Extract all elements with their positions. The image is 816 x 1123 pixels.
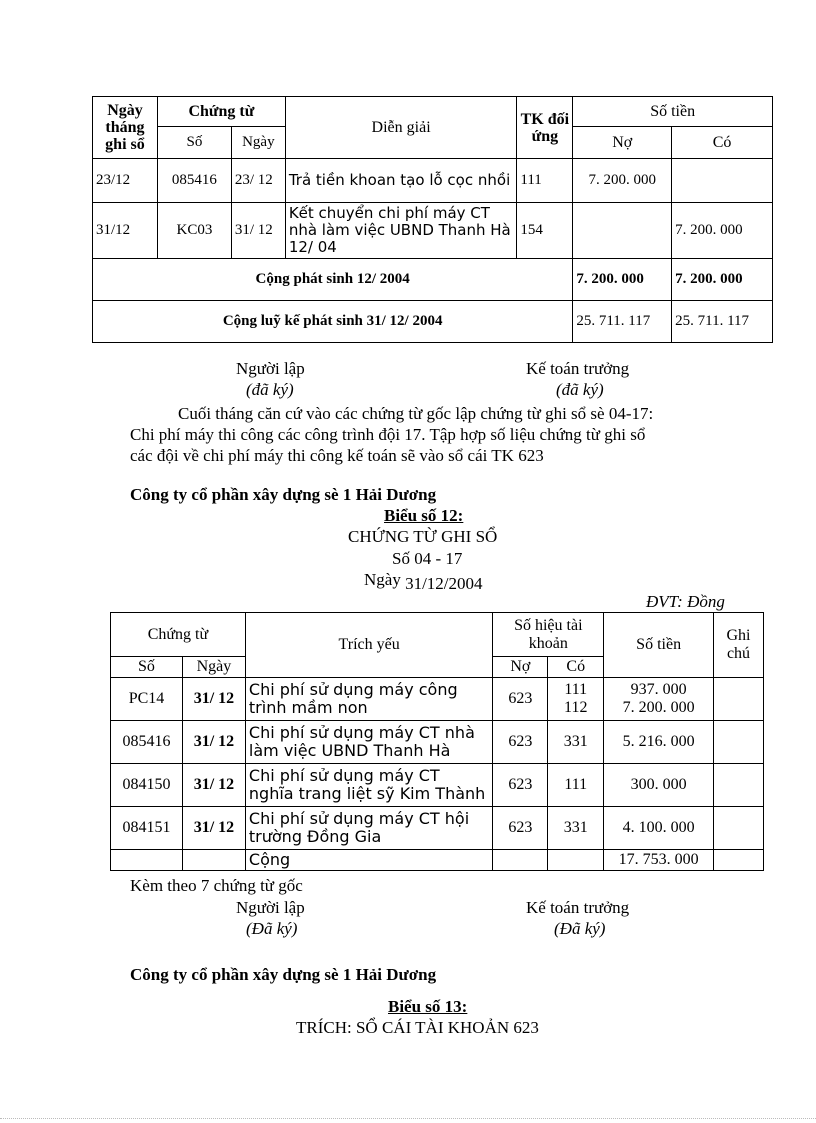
table-row [93,159,773,203]
total2-credit: 25. 711. 117 [672,301,773,343]
cell-note [714,807,764,850]
total-empty [714,850,764,871]
header-date: Ngày [182,657,245,678]
header-credit: Có [548,657,604,678]
cell-credit [672,159,773,203]
cell-no: 084150 [111,764,183,807]
total-row [111,850,764,871]
paragraph-line-1: Cuối tháng căn cứ vào các chứng từ gốc lập chứng từ ghi sổ sè 04-17: [178,404,654,423]
header-date: Ngày tháng ghi sổ [93,97,158,159]
cell-debit: 623 [493,764,548,807]
maker-label: Người lập [236,898,305,917]
cell-credit: 7. 200. 000 [672,203,773,259]
header-voucher: Chứng từ [157,97,285,127]
cell-no: 085416 [111,721,183,764]
cell-credit-2: 112 [564,699,588,716]
unit-label: ĐVT: Đồng [646,592,725,611]
total1-debit: 7. 200. 000 [573,259,672,301]
cell-amount: 4. 100. 000 [604,807,714,850]
total-row [93,301,773,343]
header-amount: Số tiền [604,613,714,678]
cell-summary: Chi phí sử dụng máy CT nhà làm việc UBND Thanh Hà [245,721,492,764]
cell-note [714,764,764,807]
paragraph-line-2: Chi phí máy thi công các công trình đội 17. Tập hợp số liệu chứng từ ghi sổ [130,425,646,444]
cell-date: 31/ 12 [182,764,245,807]
cell-note [714,721,764,764]
total-empty [182,850,245,871]
form-number: Số 04 - 17 [392,549,463,568]
total1-label: Cộng phát sinh 12/ 2004 [93,259,573,301]
cell-no: 085416 [157,159,231,203]
cell-debit: 7. 200. 000 [573,159,672,203]
header-no: Số [111,657,183,678]
header-voucher-date: Ngày [231,127,285,159]
cell-date: 31/12 [93,203,158,259]
total-empty [111,850,183,871]
chief-accountant-label: Kế toán trưởng [526,898,630,917]
cell-desc: Trả tiền khoan tạo lỗ cọc nhồi [285,159,517,203]
cell-date: 31/ 12 [182,721,245,764]
cell-credit: 331 [548,807,604,850]
cell-debit [573,203,672,259]
form-date-value: 31/12/2004 [405,574,483,593]
form-title: CHỨNG TỪ GHI SỔ [348,527,498,546]
total-row [93,259,773,301]
ledger-table [92,96,773,343]
table-row [111,678,764,721]
form-label: Biểu số 12: [384,506,464,525]
cell-desc: Kết chuyển chi phí máy CT nhà làm việc UBND Thanh Hà 12/ 04 [285,203,517,259]
cell-debit: 623 [493,807,548,850]
total2-debit: 25. 711. 117 [573,301,672,343]
total1-credit: 7. 200. 000 [672,259,773,301]
cell-amount-2: 7. 200. 000 [622,699,695,716]
header-amount: Số tiền [573,97,773,127]
cell-amount-1: 937. 000 [630,681,687,698]
table-row [111,764,764,807]
total2-label: Cộng luỹ kế phát sinh 31/ 12/ 2004 [93,301,573,343]
header-note: Ghi chú [714,613,764,678]
cell-debit: 623 [493,721,548,764]
cell-no: KC03 [157,203,231,259]
header-account: Số hiệu tài khoản [493,613,604,657]
cell-summary: Chi phí sử dụng máy CT nghĩa trang liệt sỹ Kim Thành [245,764,492,807]
cell-acct: 154 [517,203,573,259]
chief-accountant-label: Kế toán trưởng [526,359,630,378]
table-row [111,721,764,764]
cell-credit: 331 [548,721,604,764]
cell-amount [604,678,714,721]
header-voucher-no: Số [157,127,231,159]
header-summary: Trích yếu [245,613,492,678]
company-name: Công ty cổ phần xây dựng sè 1 Hải Dương [130,485,437,504]
form-date [364,570,483,593]
cell-amount: 5. 216. 000 [604,721,714,764]
form-label: Biểu số 13: [388,997,468,1016]
cell-amount: 300. 000 [604,764,714,807]
cell-no: PC14 [111,678,183,721]
total-empty [493,850,548,871]
maker-signature: (đã ký) [246,380,294,399]
cell-no: 084151 [111,807,183,850]
cell-credit-1: 111 [564,681,588,698]
cell-note [714,678,764,721]
cell-vdate: 23/ 12 [231,159,285,203]
cell-vdate: 31/ 12 [231,203,285,259]
cell-summary: Chi phí sử dụng máy công trình mầm non [245,678,492,721]
cell-date: 31/ 12 [182,678,245,721]
header-debit: Nợ [573,127,672,159]
paragraph-line-3: các đội về chi phí máy thi công kế toán sẽ vào sổ cái TK 623 [130,446,544,465]
cell-credit [548,678,604,721]
voucher-table [110,612,764,871]
cell-date: 23/12 [93,159,158,203]
table-row [111,807,764,850]
cell-acct: 111 [517,159,573,203]
page-bottom-divider [0,1118,816,1119]
total-amount: 17. 753. 000 [604,850,714,871]
chief-accountant-signature: (đã ký) [556,380,604,399]
header-debit: Nợ [493,657,548,678]
header-voucher: Chứng từ [111,613,246,657]
attachment-note: Kèm theo 7 chứng từ gốc [130,876,303,895]
form-date-label: Ngày [364,570,401,589]
chief-accountant-signature: (Đã ký) [554,919,606,938]
header-credit: Có [672,127,773,159]
header-counter-account: TK đối ứng [517,97,573,159]
maker-signature: (Đã ký) [246,919,298,938]
company-name: Công ty cổ phần xây dựng sè 1 Hải Dương [130,965,437,984]
total-label: Cộng [245,850,492,871]
maker-label: Người lập [236,359,305,378]
total-empty [548,850,604,871]
cell-summary: Chi phí sử dụng máy CT hội trường Đồng Gia [245,807,492,850]
header-description: Diễn giải [285,97,517,159]
cell-date: 31/ 12 [182,807,245,850]
form-title: TRÍCH: SỔ CÁI TÀI KHOẢN 623 [296,1018,539,1037]
table-row [93,203,773,259]
cell-credit: 111 [548,764,604,807]
cell-debit: 623 [493,678,548,721]
